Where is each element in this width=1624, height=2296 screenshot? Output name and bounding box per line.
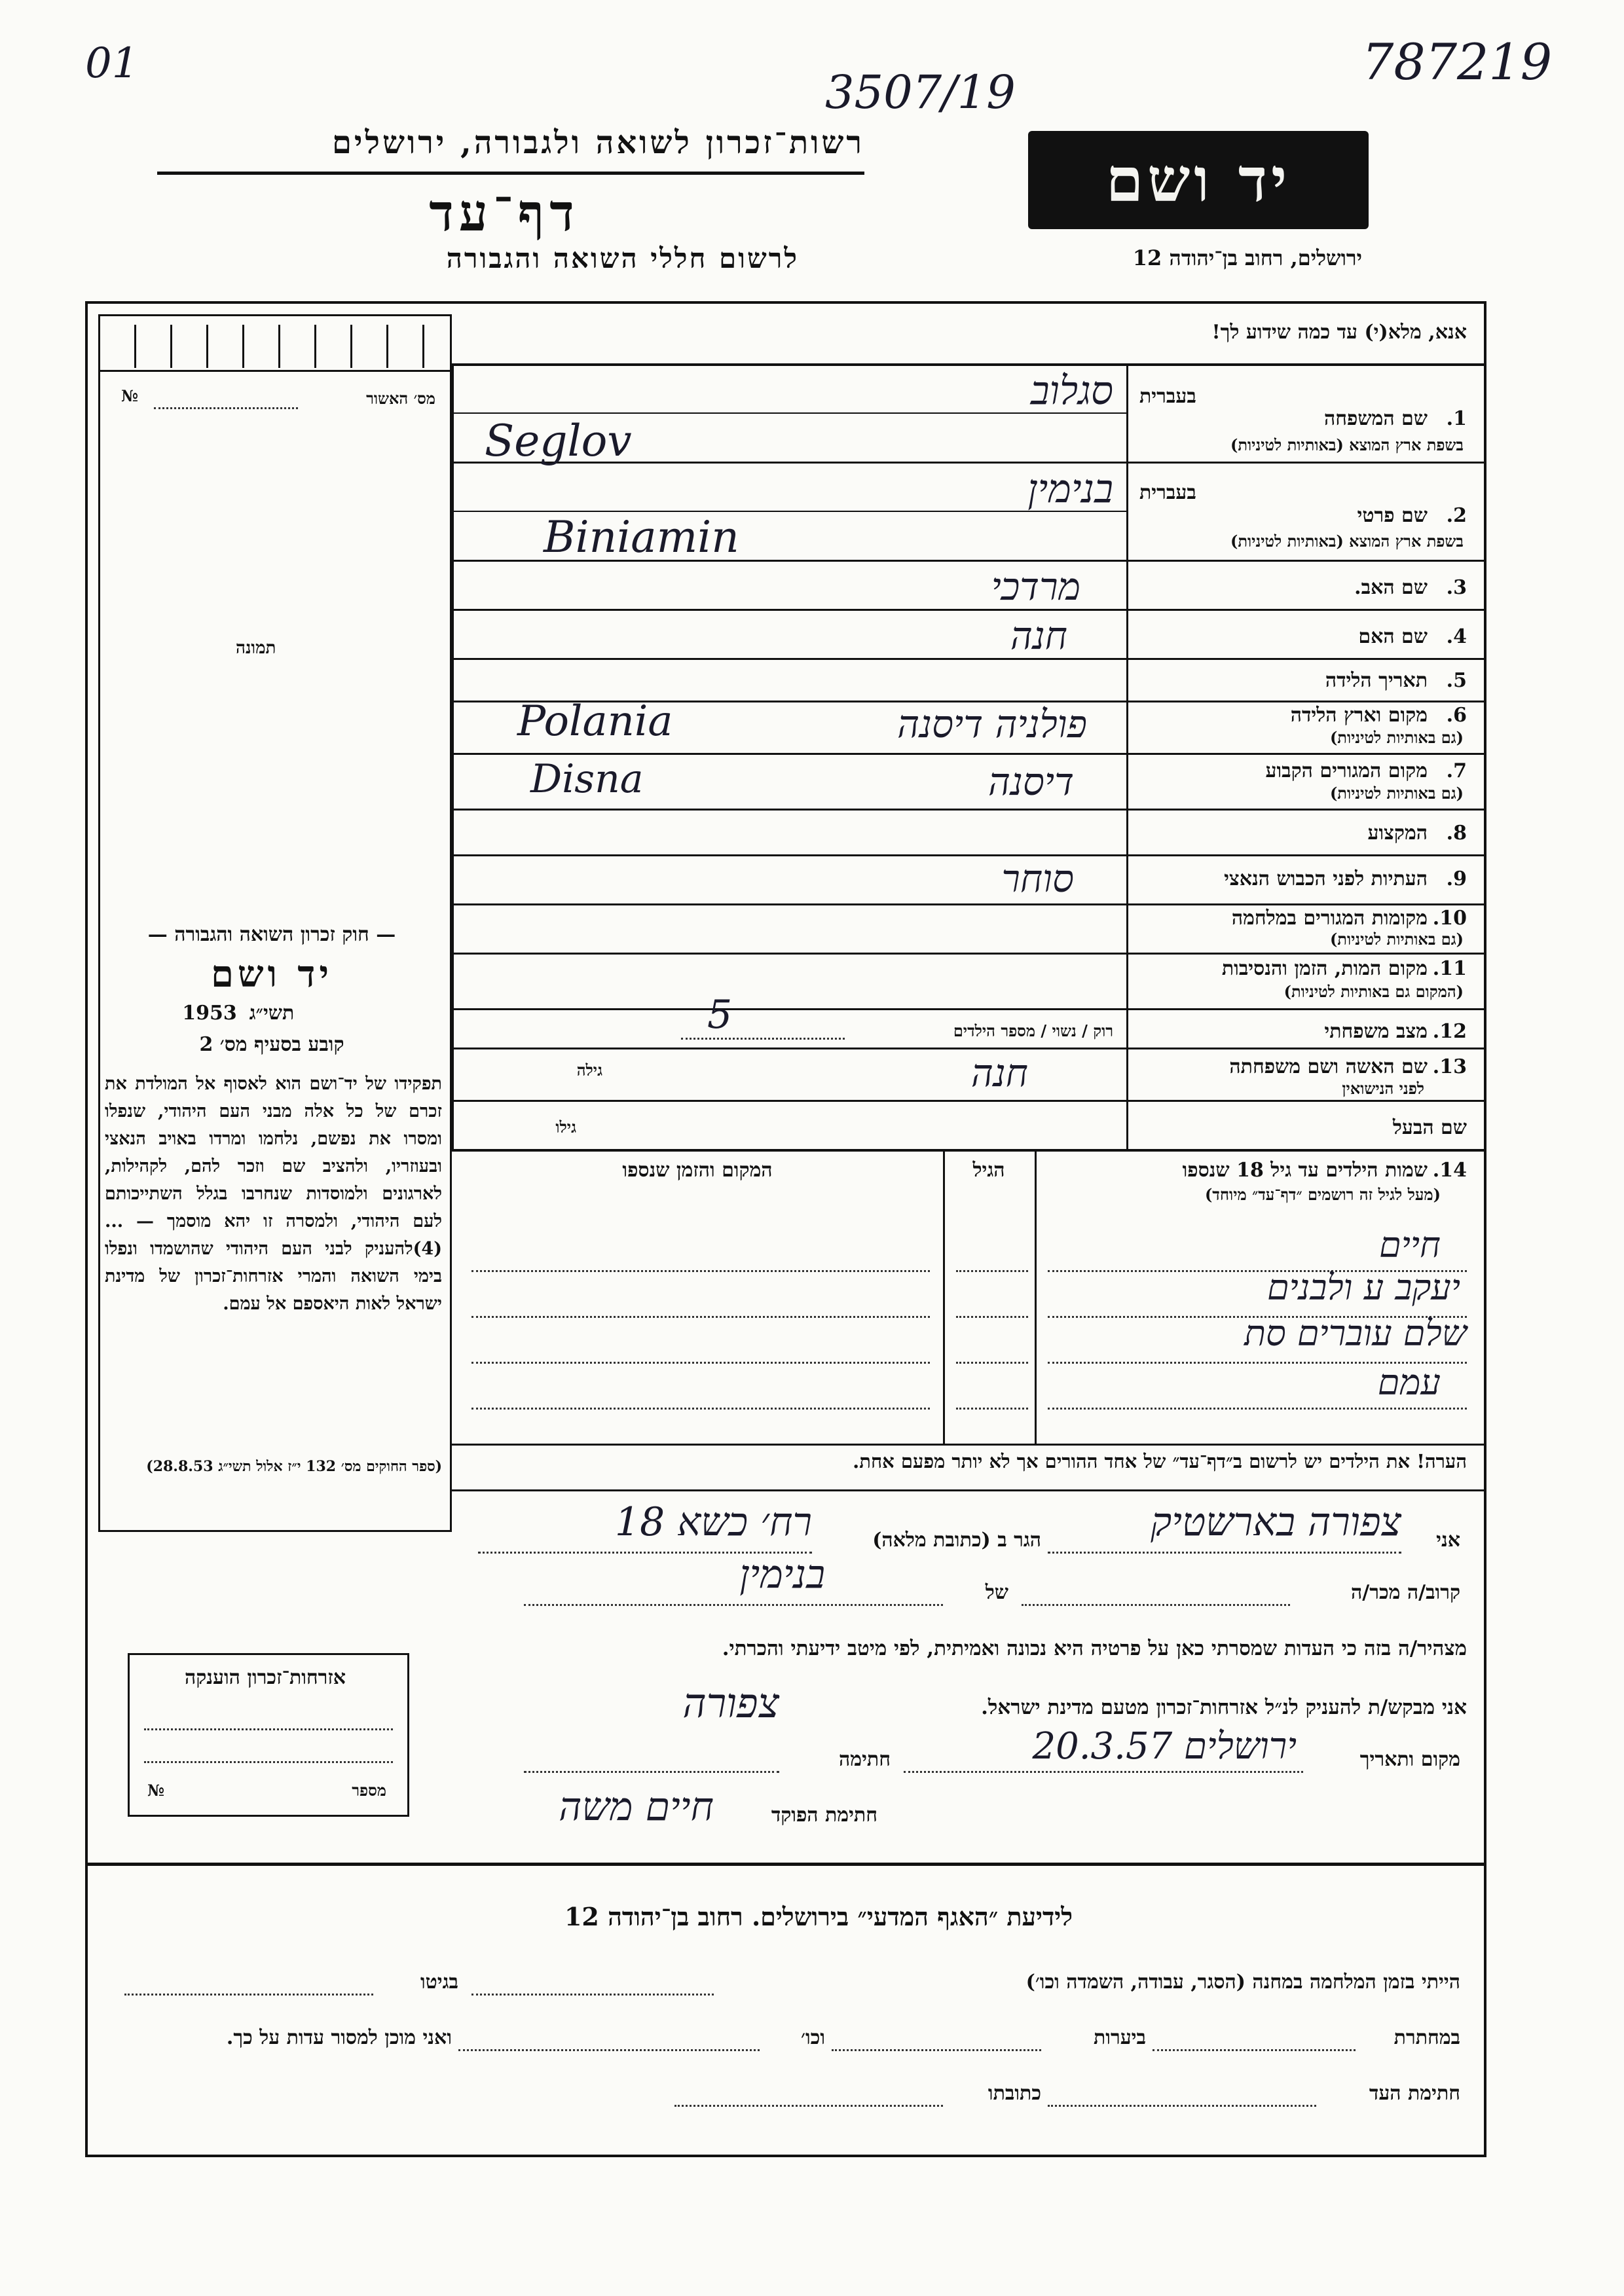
citizenship-line-2[interactable] (144, 1761, 393, 1763)
relation-of: של (985, 1581, 1008, 1604)
camp-field[interactable] (471, 1994, 714, 1995)
field9-value[interactable]: סוחר (1001, 856, 1074, 901)
field13-num: 13. (1432, 1055, 1467, 1078)
field9-label: העתיות לפני הכבוש הנאצי (1224, 867, 1428, 890)
approval-number-symbol: № (121, 386, 139, 405)
field6-num: 6. (1446, 704, 1467, 727)
forests-label: ביערות (1093, 2026, 1146, 2049)
ghetto-label: בגיטו (420, 1971, 458, 1994)
children-note-line: הערה! את הילדים יש לרשום ב״דף־עד״ של אחד ההורים אך לא יותר מפעם אחת. (853, 1450, 1467, 1472)
field7-note: (גם באותיות לטיניות) (1329, 784, 1464, 803)
husband-age-label: גילו (555, 1118, 576, 1137)
children-label: שמות הילדים עד גיל 18 שנספו (1182, 1159, 1428, 1182)
place-date-field[interactable] (904, 1771, 1303, 1773)
row-sep-12 (452, 1048, 1486, 1049)
child-row-2-age[interactable] (956, 1316, 1028, 1318)
child-row-1-age[interactable] (956, 1270, 1028, 1272)
row-sep-10 (452, 953, 1486, 955)
children-col-age-left (943, 1149, 945, 1444)
approval-number-label: מס׳ האשור (366, 389, 435, 408)
photo-label: תמונה (236, 638, 276, 658)
corner-mark-right: 787219 (1362, 33, 1553, 91)
children-count-value[interactable]: 5 (707, 992, 733, 1038)
declarant-signature[interactable]: צפורה (682, 1679, 779, 1727)
note-line-bottom (452, 1489, 1486, 1491)
row-sep-11 (452, 1008, 1486, 1010)
approval-number-field[interactable] (154, 407, 298, 409)
citizenship-line-1[interactable] (144, 1728, 393, 1730)
declarant-ani: אני (1436, 1529, 1460, 1552)
relation-label: קרוב/ה מכר/ה (1351, 1581, 1460, 1604)
corner-mark-center: 3507/19 (825, 65, 1016, 119)
law-name: יד ושם (210, 953, 333, 996)
field13-note: לפני הנישואין (1342, 1079, 1424, 1098)
field5-label: תאריך הלידה (1325, 669, 1428, 692)
field7-label: מקום המגורים הקבוע (1265, 759, 1428, 782)
field1-note: בשפת ארץ המוצא (באותיות לטיניות) (1230, 435, 1464, 454)
ghetto-field[interactable] (124, 1994, 373, 1995)
entry-column-left-edge (452, 363, 454, 1149)
field4-value[interactable]: חנה (1010, 613, 1067, 658)
declarant-name-field[interactable] (1048, 1552, 1401, 1554)
etc-field[interactable] (458, 2049, 760, 2051)
yad-vashem-logo (1028, 131, 1369, 229)
row-sep-14 (452, 1149, 1486, 1152)
field6-value-latin[interactable]: Polania (517, 697, 673, 746)
child-name-2[interactable]: יעקב ע ולבנים (1266, 1267, 1460, 1308)
declaration-text: מצהיר/ה בזה כי העדות שמסרתי כאן על פרטיה היא נכונה ואמיתית, לפי מיטב ידיעתי והכרתי. (722, 1637, 1467, 1660)
bottom-title: לידיעת ״האגף המדעי״ בירושלים. רחוב בן־יהודה 12 (564, 1902, 1073, 1931)
authority-name: רשות־זכרון לשואה ולגבורה, ירושלים (331, 124, 864, 161)
field7-num: 7. (1446, 759, 1467, 782)
field3-label: שם האב. (1354, 576, 1428, 599)
relation-name[interactable]: בנימין (739, 1552, 825, 1597)
officer-label: חתימת הפוקד (771, 1804, 877, 1827)
law-source: (ספר החוקים מס׳ 132 י״ז אלול תשי״ג 28.8.53) (146, 1458, 442, 1475)
field2-tag: בעברית (1139, 481, 1196, 504)
photo-panel-divider (98, 370, 452, 372)
child-row-4-name-line (1048, 1408, 1467, 1410)
etc-label: וכו׳ (801, 2026, 825, 2049)
bottom-section-divider (85, 1863, 1486, 1866)
field11-note: (המקום גם באותיות לטיניות) (1283, 982, 1464, 1001)
field3-num: 3. (1446, 576, 1467, 599)
citizenship-num-sym: № (147, 1781, 165, 1800)
witness-address-field[interactable] (674, 2105, 943, 2107)
sign-label: חתימה (839, 1748, 891, 1771)
field4-num: 4. (1446, 625, 1467, 648)
field3-value[interactable]: מרדכי (991, 564, 1080, 609)
law-clause: קובע בסעיף מס׳ 2 (199, 1033, 344, 1056)
field12-num: 12. (1432, 1020, 1467, 1043)
label-column-divider (1126, 363, 1128, 1149)
field2-value-heb[interactable]: בנימין (1027, 466, 1113, 512)
row-sep-3 (452, 609, 1486, 611)
relation-name-field[interactable] (524, 1604, 943, 1606)
child-row-4-place[interactable] (471, 1408, 930, 1410)
citizenship-title: אזרחות־זכרון הוענקה (184, 1666, 346, 1689)
field10-label: מקומות המגורים במלחמה (1231, 907, 1428, 930)
field12-label: מצב משפחתי (1324, 1020, 1428, 1043)
logo-text: יד ושם (1105, 145, 1291, 215)
place-date-label: מקום ותאריך (1359, 1748, 1460, 1771)
child-row-3-place[interactable] (471, 1362, 930, 1364)
child-row-3-age[interactable] (956, 1362, 1028, 1364)
children-col-age-right (1035, 1149, 1037, 1444)
field11-num: 11. (1432, 957, 1467, 980)
officer-signature[interactable]: חיים משה (559, 1784, 714, 1830)
child-name-1[interactable]: חיים (1379, 1224, 1441, 1266)
law-title: — חוק זכרון השואה והגבורה — (147, 923, 396, 946)
child-name-4[interactable]: עמם (1377, 1362, 1441, 1403)
field1-tag: בעברית (1139, 385, 1196, 408)
header-address: ירושלים, רחוב בן־יהודה 12 (1132, 246, 1362, 270)
declarant-resides: הגר ב (כתובת מלאה) (872, 1529, 1041, 1552)
child-row-4-age[interactable] (956, 1408, 1028, 1410)
field2-label: שם פרטי (1357, 504, 1428, 527)
child-row-2-place[interactable] (471, 1316, 930, 1318)
citizenship-number-label: מספר (352, 1781, 386, 1800)
children-place-col: המקום והזמן שנספו (622, 1159, 773, 1182)
field7-value-heb[interactable]: דיסנה (988, 759, 1074, 804)
witness-address-label: כתובתו (987, 2082, 1041, 2105)
declarant-address[interactable]: רח׳ כשא 18 (614, 1499, 812, 1545)
forests-field[interactable] (832, 2049, 1041, 2051)
field5-num: 5. (1446, 669, 1467, 692)
relation-type-field[interactable] (1022, 1604, 1290, 1606)
place-date-value[interactable]: ירושלים 20.3.57 (1032, 1725, 1297, 1768)
bottom-camp-text: הייתי בזמן המלחמה במחנה (הסגר, עבודה, השמדה וכו׳) (1025, 1971, 1460, 1994)
row-sep-9 (452, 903, 1486, 905)
children-table-bottom (452, 1444, 1486, 1446)
hiding-field[interactable] (1153, 2049, 1356, 2051)
corner-mark-left: 01 (85, 39, 139, 88)
field8-label: המקצוע (1367, 822, 1428, 845)
witness-sig-field[interactable] (1048, 2105, 1316, 2107)
request-text: אני מבקש/ת להעניק לנ״ל אזרחות־זכרון מטעם מדינת ישראל. (981, 1696, 1467, 1719)
form-title: דף־עד (429, 183, 580, 243)
husband-label: שם הבעל (1392, 1116, 1467, 1139)
children-age-col: הגיל (972, 1159, 1005, 1182)
form-subtitle: לרשום חללי השואה והגבורה (446, 242, 799, 274)
field8-num: 8. (1446, 822, 1467, 845)
field1-value-heb[interactable]: סגלוב (1030, 368, 1113, 414)
field10-num: 10. (1432, 907, 1467, 930)
law-year-heb: תשי״ג (249, 1002, 295, 1025)
row-sep-13 (452, 1100, 1486, 1102)
children-note: (מעל לגיל זה רושמים ״דף־עד״ מיוחד) (1204, 1185, 1441, 1204)
law-year: 1953 (182, 1002, 237, 1025)
children-count-field[interactable] (681, 1038, 845, 1040)
child-name-3[interactable]: שלם עוברים סת (1244, 1313, 1467, 1354)
field1-value-latin[interactable]: Seglov (485, 416, 632, 466)
children-num: 14. (1432, 1159, 1467, 1182)
field4-label: שם האם (1358, 625, 1428, 648)
authority-underline (157, 172, 864, 175)
field6-note: (גם באותיות לטיניות) (1329, 728, 1464, 747)
declarant-name[interactable]: צפורה בארשטיק (1151, 1499, 1401, 1545)
row-sep-6 (452, 753, 1486, 755)
witness-sig-label: חתימת העד (1369, 2082, 1460, 2105)
field7-value-latin[interactable]: Disna (530, 756, 644, 802)
field13-label: שם האשה ושם משפחתה (1229, 1055, 1428, 1078)
field9-num: 9. (1446, 867, 1467, 890)
wife-age-label: גילה (576, 1061, 602, 1080)
child-row-1-place[interactable] (471, 1270, 930, 1272)
field2-num: 2. (1446, 504, 1467, 527)
hiding-label: במחתרת (1393, 2026, 1460, 2049)
marital-options: רוק / נשוי / מספר הילדים (953, 1021, 1113, 1040)
sign-field[interactable] (524, 1771, 779, 1773)
field10-note: (גם באותיות לטיניות) (1329, 930, 1464, 949)
intro-divider (452, 363, 1486, 366)
law-body: תפקידו של יד־ושם הוא לאסוף אל המולדת את זכרם של כל אלה מבני העם היהודי, שנפלו ומסרו את נפשם, נלחמו ומרדו באויב הנאצי ובעוזריו, ולהציב שם וזכר להם, לקהילות, לארגונים ולמוסדות שנחרבו בגלל השתייכותם לעם היהודי, ולמסרה זו יהא מוסמך — ...(4)להעניק לבני העם היהודי שהושמדו ונפלו בימי השואה והמרי אזרחות־זכרון של מדינת ישראל לאות היאספם אל עמם. (105, 1074, 442, 1314)
field6-value-heb[interactable]: פולניה דיסנה (897, 702, 1087, 746)
field1-num: 1. (1446, 407, 1467, 430)
field2-note: בשפת ארץ המוצא (באותיות לטיניות) (1230, 532, 1464, 551)
form-intro: אנא, מלא(י) עד כמה שידוע לך! (1211, 321, 1467, 344)
field11-label: מקום המות, הזמן והנסיבות (1221, 957, 1428, 980)
field2-value-latin[interactable]: Biniamin (544, 512, 739, 562)
row-sep-7 (452, 809, 1486, 811)
field13-value[interactable]: חנה (970, 1051, 1028, 1095)
ready-text: ואני מוכן למסור עדות על כך. (226, 2026, 452, 2049)
field1-label: שם המשפחה (1323, 407, 1428, 430)
field6-label: מקום וארץ הלידה (1290, 704, 1428, 727)
row-sep-4 (452, 658, 1486, 660)
